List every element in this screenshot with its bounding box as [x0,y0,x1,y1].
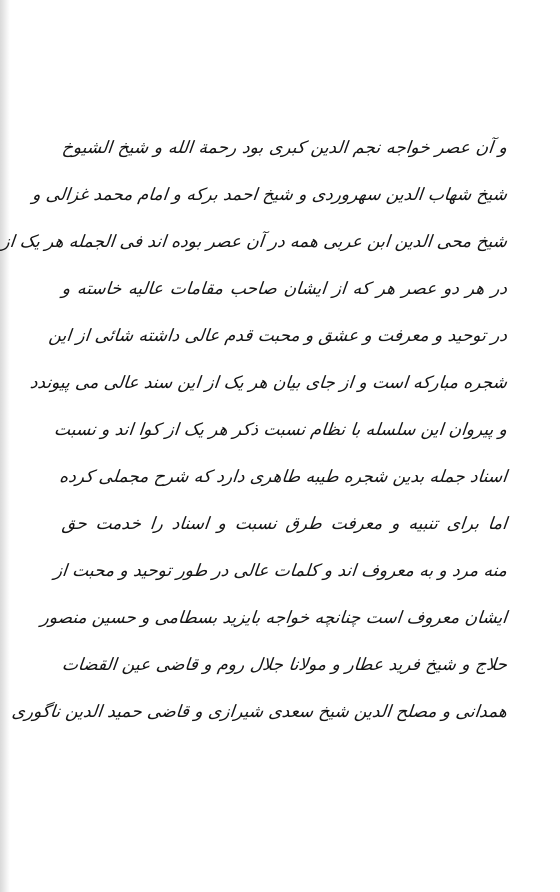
manuscript-line: در هر دو عصر هر که از ایشان صاحب مقامات عالیه خاسته و [61,279,509,299]
manuscript-line: و پیروان این سلسله با نظام نسبت ذکر هر یک از کوا اند و نسبت [53,420,509,440]
manuscript-line: شیخ شهاب الدین سهروردی و شیخ احمد برکه و امام محمد غزالی و [31,185,509,205]
manuscript-line: همدانی و مصلح الدین شیخ سعدی شیرازی و قاضی حمید الدین ناگوری [10,702,509,722]
manuscript-line: شیخ محی الدین ابن عربی همه در آن عصر بوده اند فی الجمله هر یک از [0,232,509,252]
page-edge-shadow [0,0,10,892]
manuscript-line: اما برای تنبیه و معرفت طرق نسبت و اسناد را خدمت حق [61,514,509,534]
manuscript-line: اسناد جمله بدین شجره طیبه طاهری دارد که شرح مجملی کرده [58,467,509,487]
manuscript-line: منه مرد و به معروف اند و کلمات عالی در طور توحید و محبت از [52,561,509,581]
manuscript-line: حلاج و شیخ فرید عطار و مولانا جلال روم و قاضی عین القضات [61,655,509,675]
manuscript-line: شجره مبارکه است و از جای بیان هر یک از این سند عالی می پیوندد [28,373,509,393]
manuscript-text-block [0,125,509,736]
manuscript-line: ایشان معروف است چنانچه خواجه بایزید بسطامی و حسین منصور [39,608,509,628]
manuscript-line: و آن عصر خواجه نجم الدین کبری بود رحمة الله و شیخ الشیوخ [61,138,509,158]
manuscript-line: در توحید و معرفت و عشق و محبت قدم عالی داشته شائی از این [47,326,509,346]
